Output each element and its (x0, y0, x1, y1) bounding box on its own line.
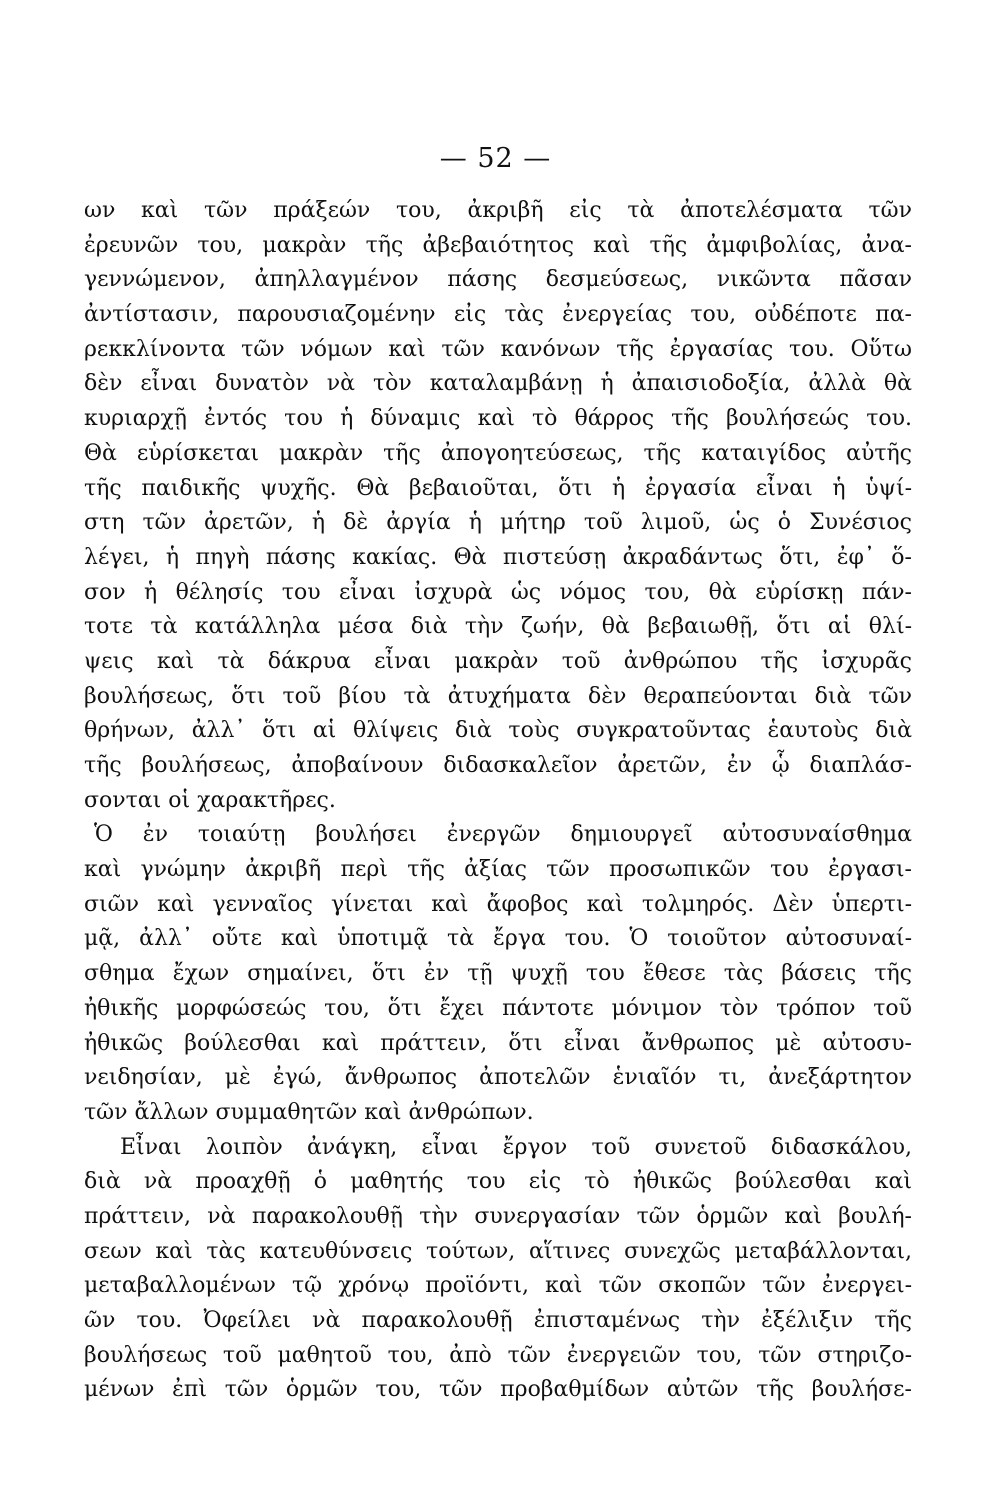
text-line: γεννώμενον, ἀπηλλαγμένον πάσης δεσμεύσεως, νικῶντα πᾶσαν (84, 267, 912, 293)
text-line: διὰ νὰ προαχθῇ ὁ μαθητής του εἰς τὸ ἠθικῶς βούλεσθαι καὶ (84, 1169, 912, 1195)
text-line: Θὰ εὑρίσκεται μακρὰν τῆς ἀπογοητεύσεως, τῆς καταιγίδος αὐτῆς (84, 440, 912, 466)
text-line: σεων καὶ τὰς κατευθύνσεις τούτων, αἵτινες συνεχῶς μεταβάλλονται, (84, 1238, 912, 1264)
text-line: τῆς παιδικῆς ψυχῆς. Θὰ βεβαιοῦται, ὅτι ἡ ἐργασία εἶναι ἡ ὑψί- (84, 475, 912, 501)
text-line: βουλήσεως, ὅτι τοῦ βίου τὰ ἀτυχήματα δὲν θεραπεύονται διὰ τῶν (84, 683, 912, 709)
text-line: δὲν εἶναι δυνατὸν νὰ τὸν καταλαμβάνῃ ἡ ἀπαισιοδοξία, ἀλλὰ θὰ (84, 371, 912, 397)
text-line: σθημα ἔχων σημαίνει, ὅτι ἐν τῇ ψυχῇ του ἔθεσε τὰς βάσεις τῆς (84, 961, 912, 987)
text-line: ων καὶ τῶν πράξεών του, ἀκριβῆ εἰς τὰ ἀποτελέσματα τῶν (84, 198, 912, 223)
text-line: ἠθικῶς βούλεσθαι καὶ πράττειν, ὅτι εἶναι ἄνθρωπος μὲ αὐτοσυ- (84, 1030, 912, 1056)
text-line: βουλήσεως τοῦ μαθητοῦ του, ἀπὸ τῶν ἐνεργειῶν του, τῶν στηριζο- (84, 1342, 912, 1368)
text-line: μεταβαλλομένων τῷ χρόνῳ προϊόντι, καὶ τῶν σκοπῶν τῶν ἐνεργει- (84, 1273, 912, 1299)
text-line: καὶ γνώμην ἀκριβῆ περὶ τῆς ἀξίας τῶν προσωπικῶν του ἐργασι- (84, 857, 912, 883)
text-line: ἠθικῆς μορφώσεώς του, ὅτι ἔχει πάντοτε μόνιμον τὸν τρόπον τοῦ (84, 995, 912, 1021)
text-line: ρεκκλίνοντα τῶν νόμων καὶ τῶν κανόνων τῆς ἐργασίας του. Οὕτω (84, 336, 912, 362)
text-line: ἀντίστασιν, παρουσιαζομένην εἰς τὰς ἐνεργείας του, οὐδέποτε πα- (84, 302, 912, 328)
text-line: λέγει, ἡ πηγὴ πάσης κακίας. Θὰ πιστεύσῃ ἀκραδάντως ὅτι, ἐφ᾽ ὅ- (84, 544, 912, 570)
text-line: ἐρευνῶν του, μακρὰν τῆς ἀβεβαιότητος καὶ τῆς ἀμφιβολίας, ἀνα- (84, 232, 912, 258)
text-line: τοτε τὰ κατάλληλα μέσα διὰ τὴν ζωήν, θὰ βεβαιωθῇ, ὅτι αἱ θλί- (84, 614, 912, 640)
text-line: θρήνων, ἀλλ᾽ ὅτι αἱ θλίψεις διὰ τοὺς συγκρατοῦντας ἑαυτοὺς διὰ (84, 718, 912, 744)
text-line: μένων ἐπὶ τῶν ὁρμῶν του, τῶν προβαθμίδων αὐτῶν τῆς βουλήσε- (84, 1377, 912, 1403)
text-line: κυριαρχῇ ἐντός του ἡ δύναμις καὶ τὸ θάρρος τῆς βουλήσεώς του. (84, 406, 912, 432)
page-number: — 52 — (439, 143, 552, 174)
text-line: Ὁ ἐν τοιαύτῃ βουλήσει ἐνεργῶν δημιουργεῖ αὐτοσυναίσθημα (94, 822, 912, 848)
text-line: Εἶναι λοιπὸν ἀνάγκη, εἶναι ἔργον τοῦ συνετοῦ διδασκάλου, (120, 1134, 912, 1160)
text-line: στη τῶν ἀρετῶν, ἡ δὲ ἀργία ἡ μήτηρ τοῦ λιμοῦ, ὡς ὁ Συνέσιος (84, 510, 912, 536)
text-line: ψεις καὶ τὰ δάκρυα εἶναι μακρὰν τοῦ ἀνθρώπου τῆς ἰσχυρᾶς (84, 648, 912, 674)
text-line: ῶν του. Ὀφείλει νὰ παρακολουθῇ ἐπισταμένως τὴν ἐξέλιξιν τῆς (84, 1308, 912, 1333)
text-line: τῶν ἄλλων συμμαθητῶν καὶ ἀνθρώπων. (84, 1099, 534, 1125)
text-line: σονται οἱ χαρακτῆρες. (84, 787, 336, 813)
text-line: τῆς βουλήσεως, ἀποβαίνουν διδασκαλεῖον ἀρετῶν, ἐν ᾧ διαπλάσ- (84, 753, 912, 778)
body-text (84, 194, 912, 1408)
text-line: σιῶν καὶ γενναῖος γίνεται καὶ ἄφοβος καὶ τολμηρός. Δὲν ὑπερτι- (84, 891, 912, 917)
text-line: σον ἡ θέλησίς του εἶναι ἰσχυρὰ ὡς νόμος του, θὰ εὑρίσκῃ πάν- (84, 579, 912, 605)
text-line: νειδησίαν, μὲ ἐγώ, ἄνθρωπος ἀποτελῶν ἑνιαῖόν τι, ἀνεξάρτητον (84, 1065, 912, 1091)
text-line: μᾷ, ἀλλ᾽ οὔτε καὶ ὑποτιμᾷ τὰ ἔργα του. Ὁ τοιοῦτον αὐτοσυναί- (84, 926, 912, 952)
text-line: πράττειν, νὰ παρακολουθῇ τὴν συνεργασίαν τῶν ὁρμῶν καὶ βουλή- (84, 1203, 912, 1229)
